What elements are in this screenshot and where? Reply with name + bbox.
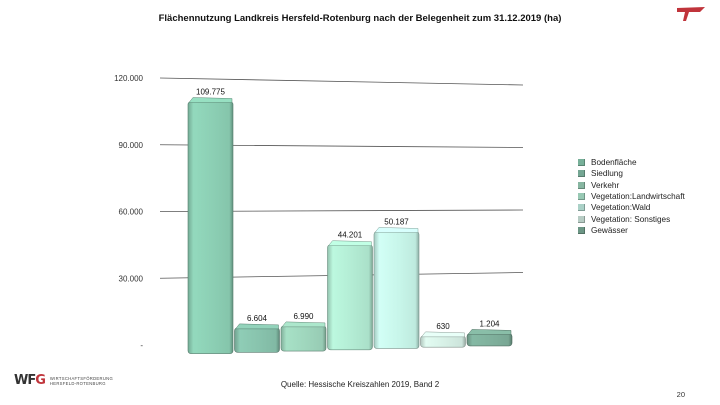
- data-label: 6.604: [246, 313, 268, 323]
- y-tick-label: 90.000: [118, 140, 143, 150]
- bar-top: [236, 324, 279, 329]
- legend-item: [578, 202, 685, 213]
- data-label: 50.187: [384, 217, 409, 227]
- legend-swatch: [578, 193, 585, 200]
- bar: [328, 245, 373, 350]
- data-label: 109.775: [196, 87, 225, 97]
- bar: [188, 102, 233, 354]
- chart-title: Flächennutzung Landkreis Hersfeld-Rotenburg nach der Belegenheit zum 31.12.2019 (ha): [158, 13, 562, 24]
- data-label: 630: [436, 321, 450, 331]
- legend-item: [578, 180, 685, 191]
- bar-top: [189, 98, 232, 103]
- y-tick-label: -: [140, 341, 143, 350]
- legend-item: [578, 157, 685, 168]
- bar: [374, 231, 419, 348]
- org-logo-mark: WFG: [14, 373, 45, 388]
- legend-swatch: [578, 182, 585, 189]
- y-tick-label: 60.000: [118, 207, 143, 217]
- legend-swatch: [578, 227, 585, 234]
- legend-label: Vegetation:Wald: [591, 203, 651, 213]
- data-label: 6.990: [293, 311, 314, 321]
- legend-item: [578, 225, 685, 236]
- legend-swatch: [578, 204, 585, 211]
- legend-item: [578, 213, 685, 224]
- data-label: 1.204: [479, 319, 500, 329]
- legend-label: Bodenfläche: [591, 158, 637, 168]
- bar-top: [282, 322, 325, 327]
- bar: [467, 333, 512, 346]
- legend-item: [578, 191, 685, 202]
- source-note: Quelle: Hessische Kreiszahlen 2019, Band 2: [280, 380, 440, 389]
- data-label: 44.201: [337, 230, 363, 240]
- bar: [421, 336, 466, 347]
- legend-swatch: [578, 159, 585, 166]
- chart-legend: [578, 157, 685, 236]
- page-number: 20: [676, 390, 685, 399]
- legend-item: [578, 168, 685, 179]
- bar: [235, 328, 280, 352]
- y-tick-label: 120.000: [114, 74, 143, 83]
- bar: [281, 326, 326, 351]
- bar-top: [329, 241, 372, 246]
- legend-label: Vegetation: Sonstiges: [591, 214, 671, 224]
- bar-top: [375, 227, 418, 232]
- legend-swatch: [578, 216, 585, 223]
- org-logo-name: WIRTSCHAFTSFÖRDERUNG HERSFELD-ROTENBURG: [49, 375, 114, 386]
- bar-top: [468, 329, 511, 334]
- y-tick-label: 30.000: [118, 274, 143, 284]
- bar-top: [422, 332, 465, 337]
- gridline: [160, 78, 523, 85]
- legend-label: Verkehr: [591, 180, 620, 190]
- legend-swatch: [578, 170, 585, 177]
- legend-label: Vegetation:Landwirtschaft: [591, 192, 685, 202]
- legend-label: Siedlung: [591, 169, 623, 179]
- legend-label: Gewässer: [591, 225, 628, 235]
